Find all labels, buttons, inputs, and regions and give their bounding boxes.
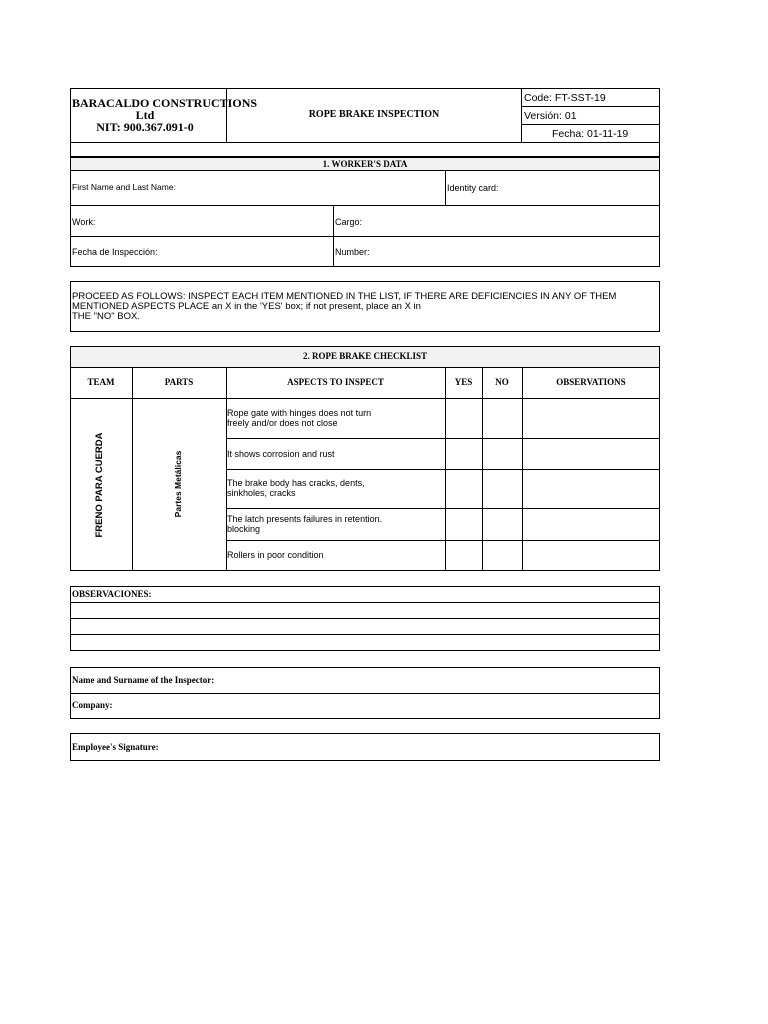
observation-line[interactable]: [71, 635, 659, 650]
observation-cell[interactable]: [523, 509, 659, 540]
inspection-date-field[interactable]: Fecha de Inspección:: [72, 247, 158, 257]
no-checkbox[interactable]: [483, 399, 522, 438]
company-suffix: Ltd: [135, 108, 155, 122]
aspect-line: blocking: [227, 524, 261, 534]
aspect-row: [227, 478, 365, 498]
aspect-line: It shows corrosion and rust: [227, 449, 335, 459]
no-checkbox[interactable]: [483, 541, 522, 570]
yes-checkbox[interactable]: [446, 470, 482, 508]
aspect-line: The brake body has cracks, dents,: [227, 478, 365, 488]
no-checkbox[interactable]: [483, 439, 522, 469]
checklist-title: 2. ROPE BRAKE CHECKLIST: [302, 351, 428, 361]
form-version: Versión: 01: [524, 110, 577, 122]
yes-checkbox[interactable]: [446, 399, 482, 438]
observation-line[interactable]: [71, 619, 659, 634]
observation-cell[interactable]: [523, 439, 659, 469]
observations-label: OBSERVACIONES:: [72, 589, 152, 599]
company-name: BARACALDO CONSTRUCTIONS: [72, 96, 258, 110]
employee-signature-field[interactable]: Employee's Signature:: [72, 742, 159, 752]
workers-data-title: 1. WORKER'S DATA: [322, 159, 408, 169]
number-field[interactable]: Number:: [335, 247, 370, 257]
column-header-no: NO: [495, 377, 509, 387]
aspect-line: sinkholes, cracks: [227, 488, 296, 498]
aspect-line: The latch presents failures in retention.: [227, 514, 383, 524]
form-title: ROPE BRAKE INSPECTION: [308, 109, 440, 120]
company-nit: NIT: 900.367.091-0: [96, 120, 194, 134]
aspect-line: Rollers in poor condition: [227, 550, 324, 560]
inspector-company-field[interactable]: Company:: [72, 700, 113, 710]
yes-checkbox[interactable]: [446, 439, 482, 469]
instructions-line-3: THE "NO" BOX.: [72, 311, 140, 322]
cargo-field[interactable]: Cargo:: [335, 217, 363, 227]
column-header-yes: YES: [454, 377, 473, 387]
first-last-name-field[interactable]: First Name and Last Name:: [72, 182, 176, 192]
form-date: Fecha: 01-11-19: [552, 128, 629, 140]
aspect-line: freely and/or does not close: [227, 418, 338, 428]
column-header-observations: OBSERVATIONS: [556, 377, 626, 387]
form-code: Code: FT-SST-19: [524, 92, 606, 104]
instructions-line-1: PROCEED AS FOLLOWS: INSPECT EACH ITEM MENTIONED IN THE LIST, IF THERE ARE DEFICIENCIES IN ANY OF THEM: [72, 291, 617, 302]
aspect-row: [227, 514, 382, 534]
identity-card-field[interactable]: Identity card:: [447, 183, 499, 193]
aspect-line: Rope gate with hinges does not turn: [227, 408, 372, 418]
aspect-row: [227, 408, 371, 428]
observation-cell[interactable]: [523, 470, 659, 508]
no-checkbox[interactable]: [483, 470, 522, 508]
work-field[interactable]: Work:: [72, 217, 96, 227]
observation-cell[interactable]: [523, 541, 659, 570]
inspector-name-field[interactable]: Name and Surname of the Inspector:: [72, 675, 215, 685]
aspect-row: [227, 550, 324, 560]
team-label: FRENO PARA CUERDA: [94, 432, 105, 538]
column-header-parts: PARTS: [164, 377, 194, 387]
yes-checkbox[interactable]: [446, 509, 482, 540]
parts-label: Partes Metálicas: [173, 450, 183, 518]
yes-checkbox[interactable]: [446, 541, 482, 570]
observation-cell[interactable]: [523, 399, 659, 438]
aspect-row: [227, 449, 335, 459]
no-checkbox[interactable]: [483, 509, 522, 540]
column-header-team: TEAM: [87, 377, 115, 387]
observation-line[interactable]: [71, 603, 659, 618]
instructions-line-2: MENTIONED ASPECTS PLACE an X in the 'YES' box; if not present, place an X in: [72, 301, 421, 312]
column-header-aspects: ASPECTS TO INSPECT: [287, 377, 384, 387]
